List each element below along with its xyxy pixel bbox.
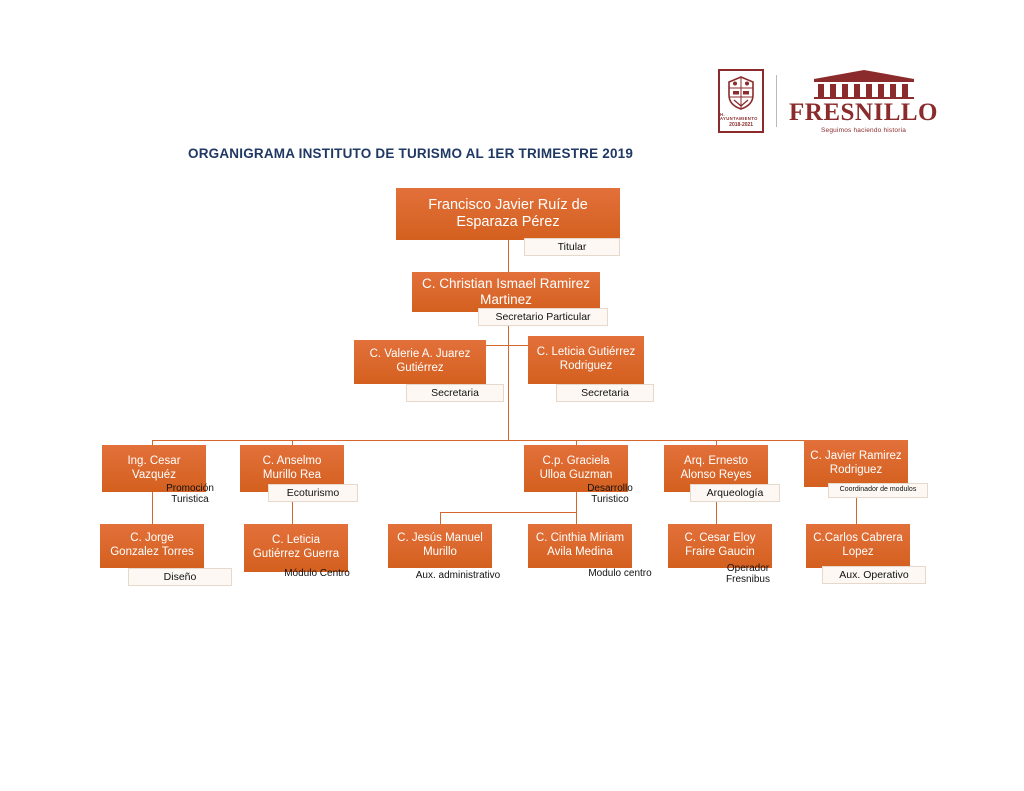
seal-line-2: 2018-2021 [729, 122, 754, 128]
label-titular-role-text: Titular [557, 240, 587, 253]
label-secretario-particular-role [478, 308, 608, 326]
municipal-crest-icon [726, 76, 756, 110]
label-arqueologia-role-text: Arqueología [706, 486, 764, 499]
logo-divider [776, 75, 777, 127]
label-modulo-centro-cinthia-role [578, 560, 662, 588]
connector-department-bus [152, 440, 856, 441]
node-coordinador-modulos[interactable] [804, 440, 908, 487]
label-secretaria-valerie-role-text: Secretaria [431, 386, 479, 399]
connector-desarrollo-left-drop [440, 512, 441, 524]
node-operador-fresnibus-name: C. Cesar Eloy Fraire Gaucin [684, 532, 756, 558]
label-arqueologia-role [690, 484, 780, 502]
header-logos [718, 66, 938, 136]
node-secretaria-leticia-name: C. Leticia Gutiérrez Rodriguez [536, 346, 636, 372]
label-diseno-role-text: Diseño [163, 570, 197, 583]
label-desarrollo-turistico-role-text: Desarrollo Turistico [587, 482, 633, 505]
label-operador-fresnibus-role [702, 560, 794, 588]
label-secretaria-valerie-role [406, 384, 504, 402]
label-modulo-centro-leticia-role [262, 560, 372, 588]
node-modulo-centro-cinthia-name: C. Cinthia Miriam Avila Medina [535, 532, 625, 558]
connector-desarrollo-left [440, 512, 576, 513]
node-ecoturismo-name: C. Anselmo Murillo Rea [262, 454, 322, 481]
node-promocion-turistica-name: Ing. Cesar Vazquéz [127, 454, 181, 481]
label-coordinador-modulos-role [828, 483, 928, 498]
node-secretario-particular-name: C. Christian Ismael Ramirez Martinez [421, 276, 591, 307]
label-aux-administrativo-role-text: Aux. administrativo [415, 570, 501, 582]
fresnillo-tagline: Seguimos haciendo historia [820, 126, 907, 134]
node-secretaria-valerie-name: C. Valerie A. Juarez Gutiérrez [369, 348, 471, 374]
label-coordinador-modulos-role-text: Coordinador de modulos [839, 486, 917, 494]
node-secretaria-valerie[interactable] [354, 340, 486, 384]
node-aux-operativo[interactable] [806, 524, 910, 568]
page-title: ORGANIGRAMA INSTITUTO DE TURISMO AL 1ER TRIMESTRE 2019 [188, 146, 634, 161]
seal-line-1: H. AYUNTAMIENTO [720, 111, 758, 122]
fresnillo-wordmark: FRESNILLO [789, 98, 938, 126]
label-diseno-role [128, 568, 232, 586]
label-aux-operativo-role [822, 566, 926, 584]
label-aux-administrativo-role [408, 562, 508, 590]
label-promocion-turistica-role [150, 482, 230, 506]
label-titular-role [524, 238, 620, 256]
node-diseno[interactable] [100, 524, 204, 568]
connector-titular-secretario [508, 240, 509, 272]
node-desarrollo-turistico-name: C.p. Graciela Ulloa Guzman [539, 454, 613, 481]
node-diseno-name: C. Jorge Gonzalez Torres [110, 532, 194, 558]
node-titular-name: Francisco Javier Ruíz de Esparaza Pérez [428, 196, 588, 230]
label-operador-fresnibus-role-text: Operador Fresnibus [726, 562, 770, 585]
connector-secretario-trunk [508, 312, 509, 440]
label-modulo-centro-leticia-role-text: Módulo Centro [284, 568, 350, 580]
label-modulo-centro-cinthia-role-text: Modulo centro [588, 568, 652, 580]
label-aux-operativo-role-text: Aux. Operativo [839, 568, 909, 581]
node-arqueologia-name: Arq. Ernesto Alonso Reyes [680, 454, 752, 481]
label-promocion-turistica-role-text: Promoción Turistica [166, 482, 214, 505]
node-secretario-particular[interactable] [412, 272, 600, 312]
municipal-seal [718, 69, 764, 133]
node-modulo-centro-leticia-name: C. Leticia Gutiérrez Guerra [252, 534, 340, 560]
fresnillo-logo [789, 69, 938, 134]
label-ecoturismo-role [268, 484, 358, 502]
label-ecoturismo-role-text: Ecoturismo [286, 486, 340, 499]
node-aux-operativo-name: C.Carlos Cabrera Lopez [813, 532, 903, 558]
node-aux-administrativo-name: C. Jesús Manuel Murillo [397, 532, 483, 558]
node-titular[interactable] [396, 188, 620, 240]
label-desarrollo-turistico-role [570, 482, 650, 506]
label-secretario-particular-role-text: Secretario Particular [495, 310, 591, 323]
fresnillo-building-icon [812, 69, 916, 99]
node-secretaria-leticia[interactable] [528, 336, 644, 384]
label-secretaria-leticia-role-text: Secretaria [581, 386, 629, 399]
node-coordinador-modulos-name: C. Javier Ramirez Rodriguez [810, 449, 902, 476]
label-secretaria-leticia-role [556, 384, 654, 402]
